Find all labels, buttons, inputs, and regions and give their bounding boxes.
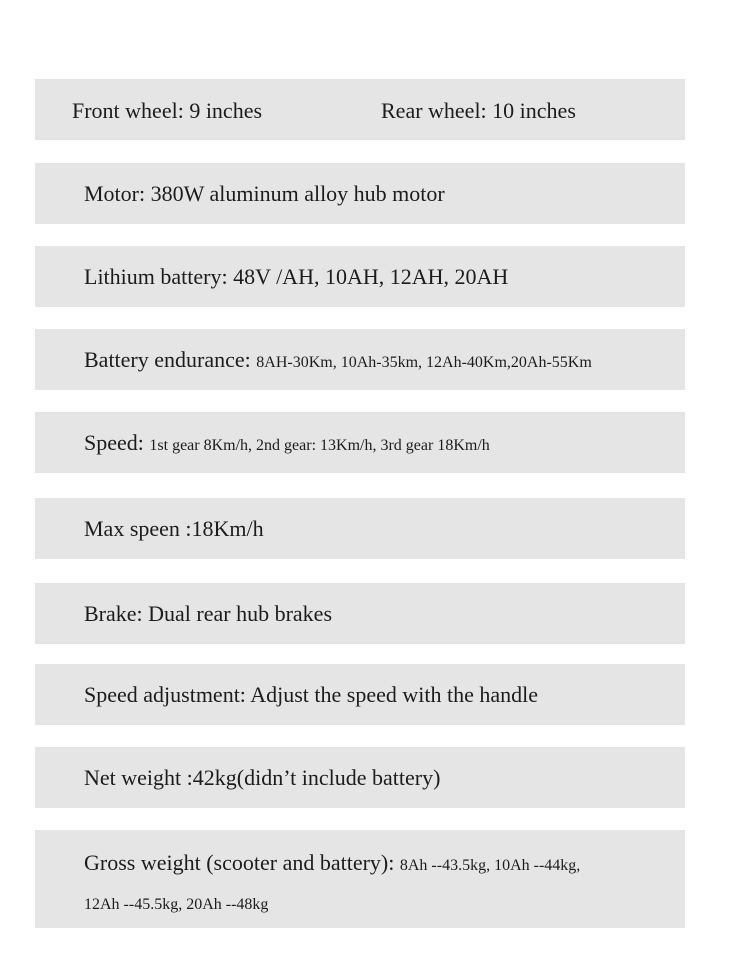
- spec-row-brake: [35, 583, 685, 644]
- gross-weight-label: Gross weight (scooter and battery):: [84, 850, 400, 875]
- spec-row-endurance: [35, 329, 685, 390]
- brake-text: Brake: Dual rear hub brakes: [84, 601, 333, 626]
- endurance-label: Battery endurance:: [84, 347, 257, 372]
- spec-row-gross-weight: [35, 830, 685, 928]
- spec-row-wheels: [35, 79, 685, 140]
- battery-text: Lithium battery: 48V /AH, 10AH, 12AH, 20AH: [84, 264, 509, 289]
- net-weight-text: Net weight :42kg(didn’t include battery): [84, 765, 441, 790]
- speed-adjustment-text: Speed adjustment: Adjust the speed with the handle: [84, 682, 538, 707]
- spec-row-max-speed: [35, 498, 685, 559]
- motor-text: Motor: 380W aluminum alloy hub motor: [84, 181, 445, 206]
- speed-label: Speed:: [84, 430, 150, 455]
- speed-value: 1st gear 8Km/h, 2nd gear: 13Km/h, 3rd gear 18Km/h: [149, 437, 490, 454]
- gross-weight-value-2: 12Ah --45.5kg, 20Ah --48kg: [84, 896, 269, 913]
- spec-row-net-weight: [35, 747, 685, 808]
- spec-row-motor: [35, 163, 685, 224]
- max-speed-text: Max speen :18Km/h: [84, 516, 264, 541]
- front-wheel-text: Front wheel: 9 inches: [72, 98, 263, 123]
- speed-line: [84, 432, 490, 454]
- spec-row-speed: [35, 412, 685, 473]
- endurance-line: [84, 349, 592, 371]
- endurance-value: 8AH-30Km, 10Ah-35km, 12Ah-40Km,20Ah-55Km: [256, 354, 592, 371]
- gross-weight-value-1: 8Ah --43.5kg, 10Ah --44kg,: [399, 857, 581, 874]
- rear-wheel-text: Rear wheel: 10 inches: [381, 98, 576, 123]
- gross-weight-line-1: [84, 852, 580, 874]
- spec-row-speed-adjustment: [35, 664, 685, 725]
- spec-row-battery: [35, 246, 685, 307]
